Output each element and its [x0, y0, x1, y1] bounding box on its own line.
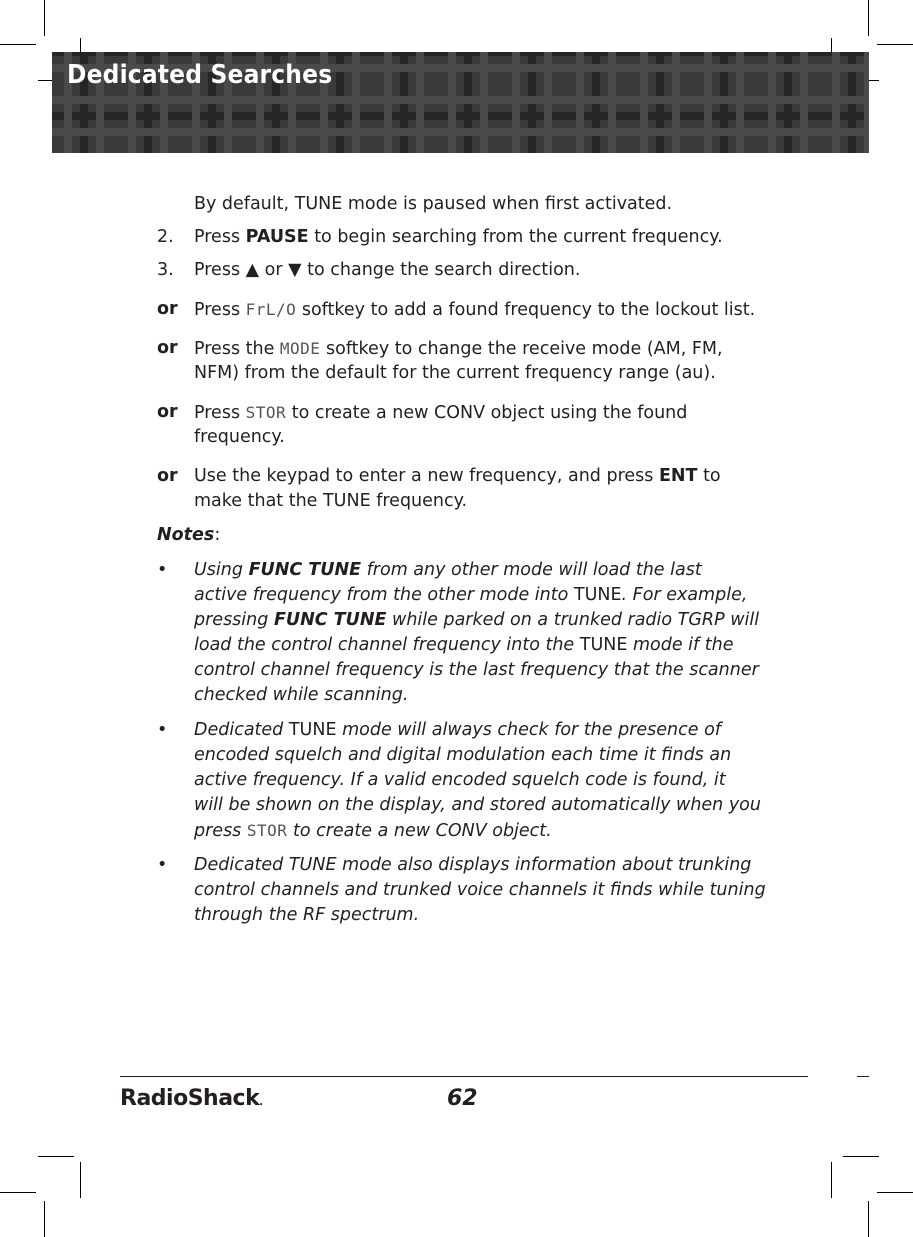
- alt-3-text: Press STOR to create a new CONV object using the found: [194, 403, 688, 423]
- softkey-label: MODE: [279, 339, 321, 358]
- alt-2-text-line2: NFM) from the default for the current frequency range (au).: [194, 363, 716, 383]
- crop-mark: [868, 1201, 869, 1237]
- bullet: •: [157, 720, 168, 740]
- notes-heading: Notes:: [157, 525, 221, 545]
- crop-mark: [877, 1192, 913, 1193]
- note-3: Dedicated TUNE mode also displays information about trunking control channels and trunked voice channels it finds while tuning through the RF spectrum.: [194, 855, 766, 925]
- crop-mark: [868, 0, 869, 36]
- step-number: 2.: [157, 227, 174, 247]
- crop-mark: [80, 1162, 81, 1198]
- step-2-text: Press PAUSE to begin searching from the current frequency.: [194, 227, 723, 247]
- page-number: 62: [447, 1086, 478, 1111]
- crop-mark: [0, 44, 36, 45]
- page-title: Dedicated Searches: [67, 60, 333, 90]
- alt-3-text-line2: frequency.: [194, 427, 285, 447]
- key-label: PAUSE: [245, 227, 309, 247]
- crop-mark: [843, 1156, 879, 1157]
- crop-mark: [0, 1192, 36, 1193]
- bullet: •: [157, 560, 168, 580]
- footer-rule-tick: [857, 1076, 869, 1077]
- crop-mark: [877, 44, 913, 45]
- crop-mark: [44, 0, 45, 36]
- note-2: Dedicated TUNE mode will always check for the presence of encoded squelch and digital modulation each time it finds an active frequency. If a valid encoded squelch code is found, it will be shown on the display, and stored automatically when you press STOR to create a new CONV object.: [194, 720, 761, 841]
- or-label: or: [157, 466, 178, 486]
- softkey-label: STOR: [245, 403, 287, 422]
- brand-logo: RadioShack.: [120, 1086, 263, 1111]
- alt-1-text: Press FrL/O softkey to add a found frequency to the lockout list.: [194, 300, 756, 320]
- crop-mark: [831, 1162, 832, 1198]
- bullet: •: [157, 855, 168, 875]
- or-label: or: [157, 338, 178, 358]
- alt-2-text: Press the MODE softkey to change the receive mode (AM, FM,: [194, 339, 723, 359]
- footer-rule: [120, 1076, 808, 1077]
- alt-4-text-line2: make that the TUNE frequency.: [194, 491, 468, 511]
- intro-text: By default, TUNE mode is paused when first activated.: [194, 194, 673, 214]
- or-label: or: [157, 299, 178, 319]
- alt-4-text: Use the keypad to enter a new frequency, and press ENT to: [194, 466, 721, 486]
- step-number: 3.: [157, 260, 174, 280]
- key-label: ENT: [658, 466, 698, 486]
- softkey-label: FrL/O: [245, 300, 297, 319]
- step-3-text: Press ▲ or ▼ to change the search direction.: [194, 260, 581, 280]
- crop-mark: [44, 1201, 45, 1237]
- note-1: Using FUNC TUNE from any other mode will load the last active frequency from the other mode into TUNE. For example, pressing FUNC TUNE while parked on a trunked radio TGRP will load the control channel frequency into the TUNE mode if the control channel frequency is the last frequency that the scanner checked while scanning.: [194, 560, 760, 705]
- or-label: or: [157, 402, 178, 422]
- crop-mark: [38, 1156, 74, 1157]
